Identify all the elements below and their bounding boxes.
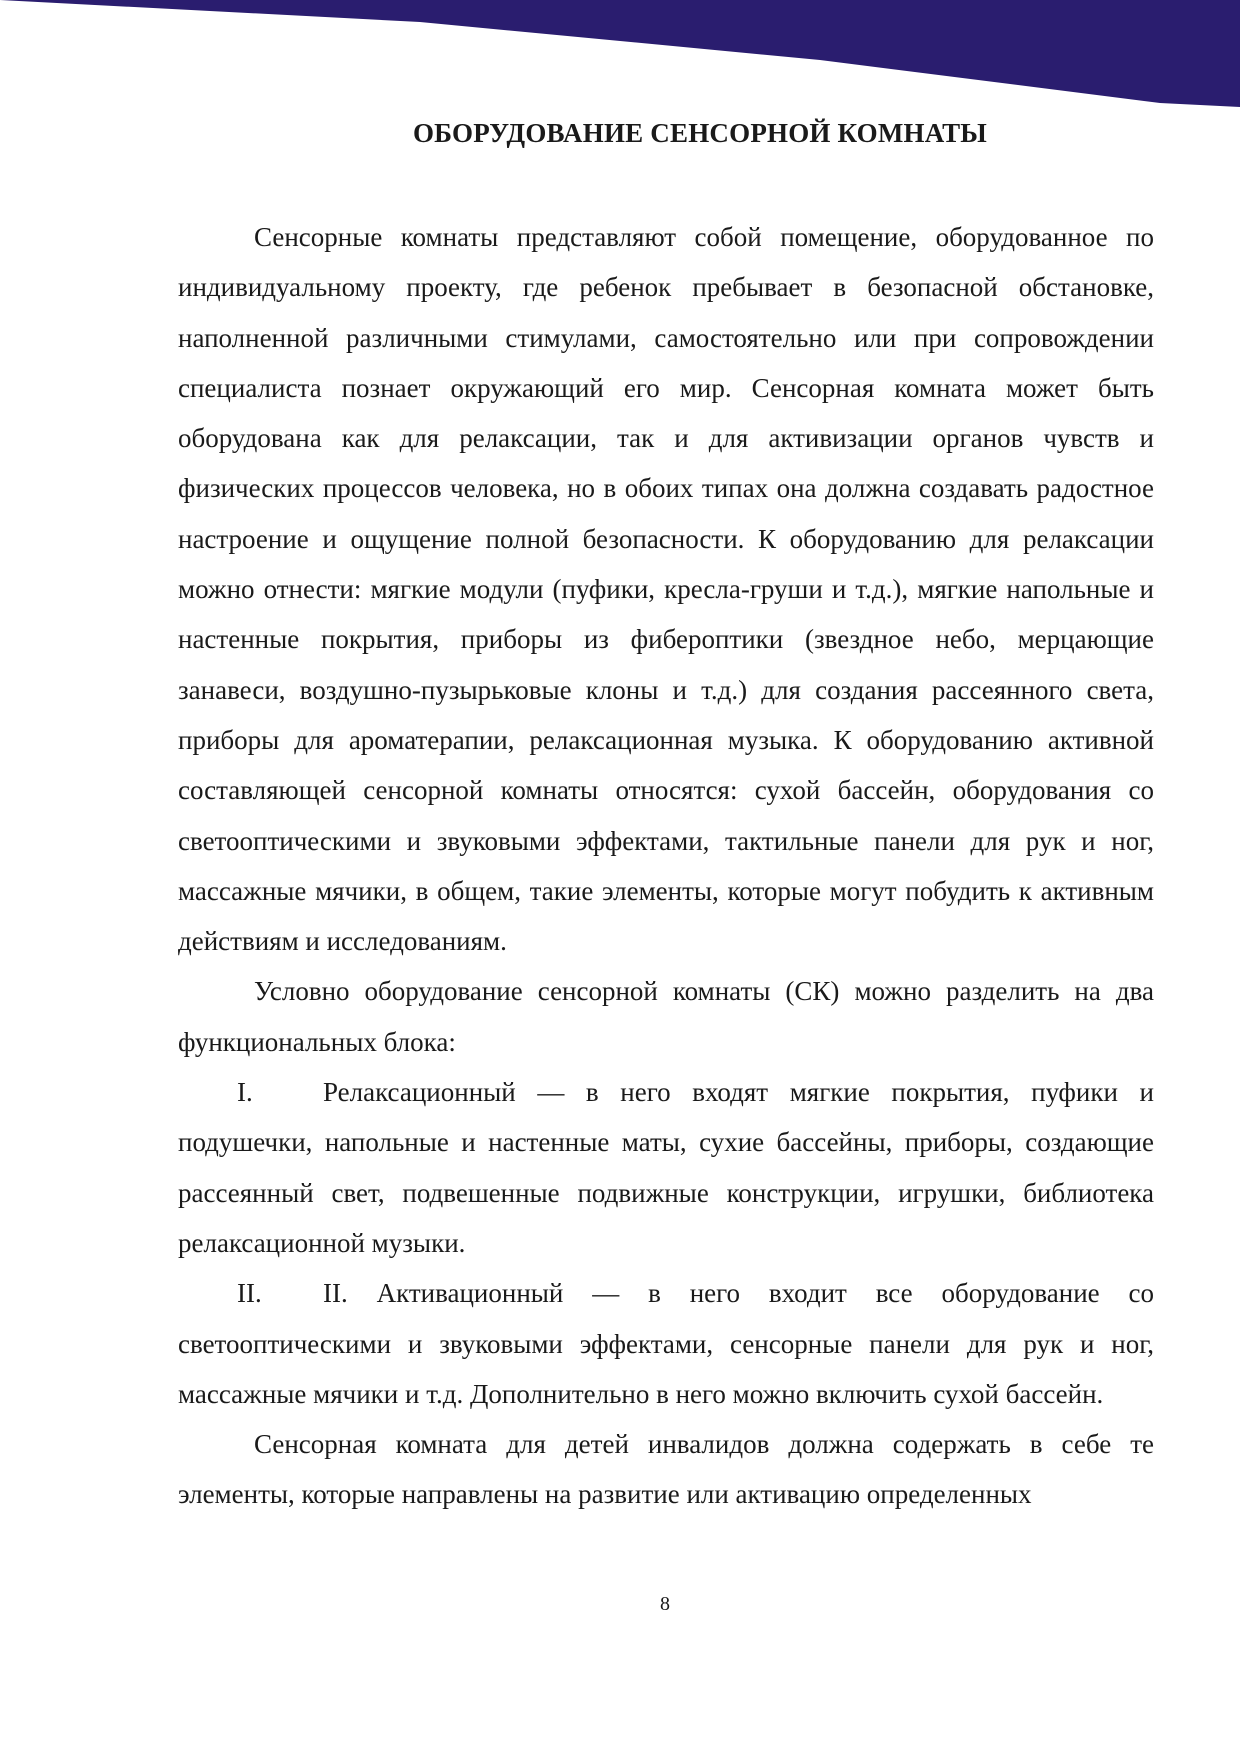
list-item-text: II. Активационный — в него входит все оборудование со светооптическими и звуковыми эффектами, сенсорные панели для рук и ног, массажные мячики и т.д. Дополнительно в него можно включить сухой бассейн. [178, 1278, 1154, 1409]
list-marker: I. [237, 1077, 253, 1108]
page-number: 8 [660, 1593, 670, 1615]
list-marker: II. [237, 1278, 262, 1309]
paragraph-intro: Сенсорные комнаты представляют собой помещение, оборудованное по индивидуальному проекту, где ребенок пребывает в безопасной обстановке, наполненной различными стимулами, самостоятельно или при сопровождении специалиста познает окружающий его мир. Сенсорная комната может быть оборудована как для релаксации, так и для активизации органов чувств и физических процессов человека, но в обоих типах она должна создавать радостное настроение и ощущение полной безопасности. К оборудованию для релаксации можно отнести: мягкие модули (пуфики, кресла-груши и т.д.), мягкие напольные и настенные покрытия, приборы из фибероптики (звездное небо, мерцающие занавеси, воздушно-пузырьковые клоны и т.д.) для создания рассеянного света, приборы для ароматерапии, релаксационная музыка. К оборудованию активной составляющей сенсорной комнаты относятся: сухой бассейн, оборудования со светооптическими и звуковыми эффектами, тактильные панели для рук и ног, массажные мячики, в общем, такие элементы, которые могут побудить к активным действиям и исследованиям. [178, 222, 1154, 957]
page-title: ОБОРУДОВАНИЕ СЕНСОРНОЙ КОМНАТЫ [412, 118, 987, 148]
list-item-text: Релаксационный — в него входят мягкие покрытия, пуфики и подушечки, напольные и настенные маты, сухие бассейны, приборы, создающие рассеянный свет, подвешенные подвижные конструкции, игрушки, библиотека релаксационной музыки. [178, 1077, 1154, 1258]
header-band-shape [0, 0, 1240, 107]
paragraph-blocks-intro: Условно оборудование сенсорной комнаты (СК) можно разделить на два функциональных блока: [178, 976, 1154, 1057]
paragraph-closing: Сенсорная комната для детей инвалидов должна содержать в себе те элементы, которые направлены на развитие или активацию определенных [178, 1429, 1154, 1510]
body-text [178, 212, 1154, 1520]
list-item-activation [178, 1268, 1154, 1419]
list-item-relaxation [178, 1067, 1154, 1268]
header-decorative-band [0, 0, 1240, 110]
